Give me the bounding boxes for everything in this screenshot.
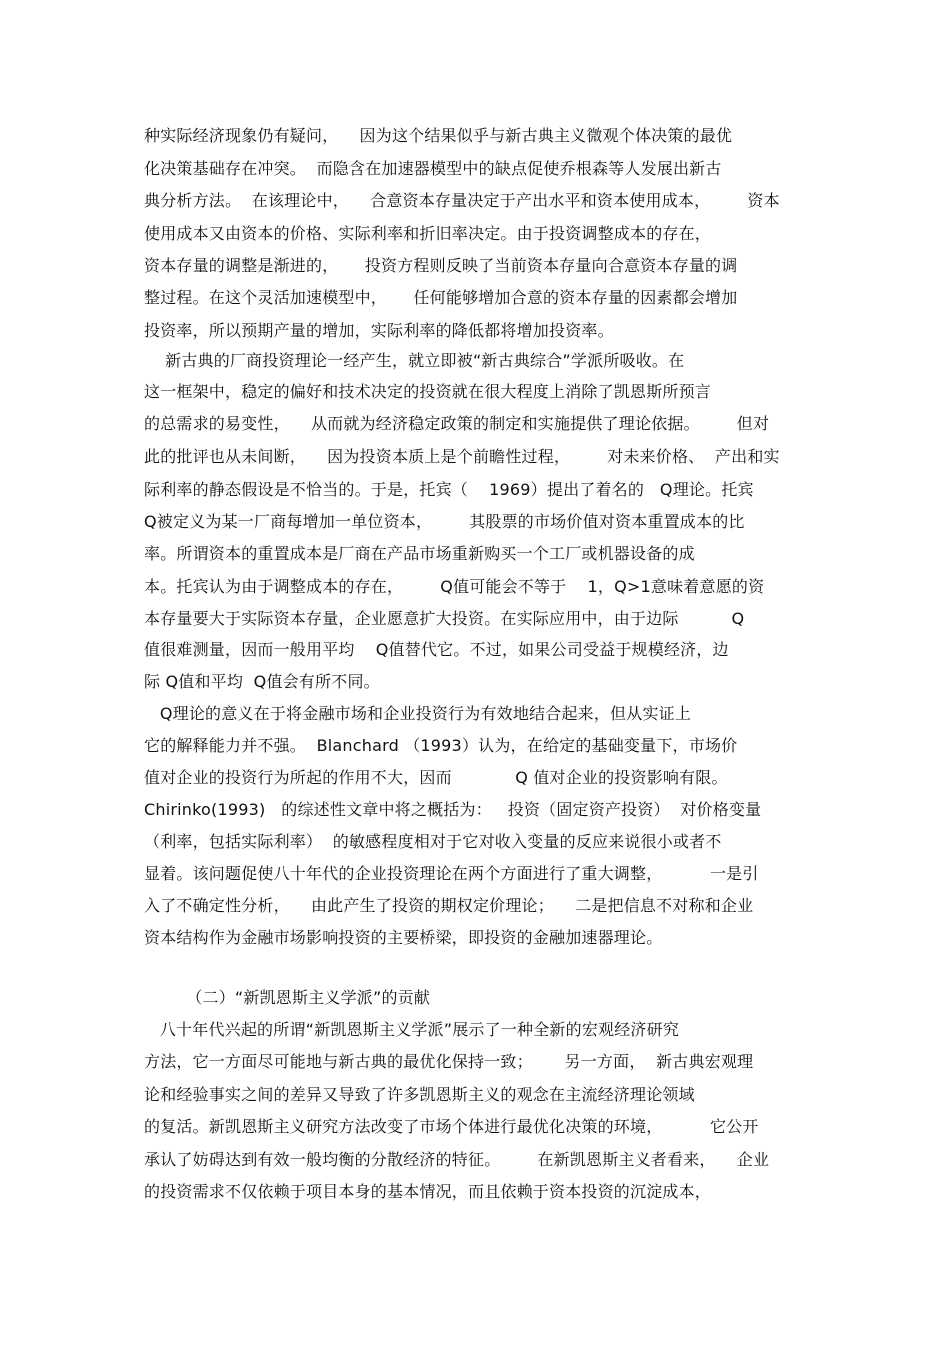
text-line: 的总需求的易变性， 从而就为经济稳定政策的制定和实施提供了理论依据。 但对 — [144, 414, 770, 433]
text-line: 值很难测量，因而一般用平均 Q值替代它。不过，如果公司受益于规模经济，边 — [144, 640, 729, 659]
text-line: 入了不确定性分析， 由此产生了投资的期权定价理论； 二是把信息不对称和企业 — [144, 896, 754, 915]
text-line: （利率，包括实际利率） 的敏感程度相对于它对收入变量的反应来说很小或者不 — [144, 832, 722, 851]
text-line: 资本结构作为金融市场影响投资的主要桥梁，即投资的金融加速器理论。 — [144, 928, 663, 947]
text-line: 种实际经济现象仍有疑问， 因为这个结果似乎与新古典主义微观个体决策的最优 — [144, 126, 733, 145]
text-line: 论和经验事实之间的差异又导致了许多凯恩斯主义的观念在主流经济理论领域 — [144, 1085, 695, 1104]
text-line: 值对企业的投资行为所起的作用不大，因而 Q 值对企业的投资影响有限。 — [144, 768, 728, 787]
text-line: 的复活。新凯恩斯主义研究方法改变了市场个体进行最优化决策的环境， 它公开 — [144, 1117, 759, 1136]
text-line: 使用成本又由资本的价格、实际利率和折旧率决定。由于投资调整成本的存在， — [144, 224, 712, 243]
paragraph-start-line: Q理论的意义在于将金融市场和企业投资行为有效地结合起来，但从实证上 — [144, 704, 692, 723]
text-line: 率。所谓资本的重置成本是厂商在产品市场重新购买一个工厂或机器设备的成 — [144, 544, 695, 563]
text-line: 方法，它一方面尽可能地与新古典的最优化保持一致； 另一方面， 新古典宏观理 — [144, 1052, 754, 1071]
text-line: 际 Q值和平均 Q值会有所不同。 — [144, 672, 380, 691]
text-line: 这一框架中，稳定的偏好和技术决定的投资就在很大程度上消除了凯恩斯所预言 — [144, 382, 712, 401]
text-line: 投资率，所以预期产量的增加，实际利率的降低都将增加投资率。 — [144, 321, 614, 340]
text-line: 整过程。在这个灵活加速模型中， 任何能够增加合意的资本存量的因素都会增加 — [144, 288, 738, 307]
text-line: 此的批评也从未间断， 因为投资本质上是个前瞻性过程， 对未来价格、 产出和实 — [144, 447, 780, 466]
text-line: 承认了妨碍达到有效一般均衡的分散经济的特征。 在新凯恩斯主义者看来， 企业 — [144, 1150, 770, 1169]
text-line: 化决策基础存在冲突。 而隐含在加速器模型中的缺点促使乔根森等人发展出新古 — [144, 159, 722, 178]
text-line: 本。托宾认为由于调整成本的存在， Q值可能会不等于 1，Q>1意味着意愿的资 — [144, 577, 765, 596]
section-heading: （二）“新凯恩斯主义学派”的贡献 — [144, 988, 431, 1007]
paragraph-start-line: 新古典的厂商投资理论一经产生，就立即被“新古典综合”学派所吸收。在 — [144, 351, 685, 370]
text-line: 资本存量的调整是渐进的， 投资方程则反映了当前资本存量向合意资本存量的调 — [144, 256, 738, 275]
text-line: 际利率的静态假设是不恰当的。于是，托宾（ 1969）提出了着名的 Q理论。托宾 — [144, 480, 754, 499]
text-line: Chirinko(1993) 的综述性文章中将之概括为： 投资（固定资产投资） 对价格变量 — [144, 800, 762, 819]
text-line: 本存量要大于实际资本存量，企业愿意扩大投资。在实际应用中，由于边际 Q — [144, 609, 745, 628]
text-line: 的投资需求不仅依赖于项目本身的基本情况，而且依赖于资本投资的沉淀成本， — [144, 1182, 712, 1201]
paragraph-start-line: 八十年代兴起的所谓“新凯恩斯主义学派”展示了一种全新的宏观经济研究 — [144, 1020, 680, 1039]
text-line: 典分析方法。 在该理论中， 合意资本存量决定于产出水平和资本使用成本， 资本 — [144, 191, 780, 210]
text-line: 它的解释能力并不强。 Blanchard （1993）认为，在给定的基础变量下，市场价 — [144, 736, 738, 755]
text-line: Q被定义为某一厂商每增加一单位资本， 其股票的市场价值对资本重置成本的比 — [144, 512, 745, 531]
text-line: 显着。该问题促使八十年代的企业投资理论在两个方面进行了重大调整， 一是引 — [144, 864, 759, 883]
